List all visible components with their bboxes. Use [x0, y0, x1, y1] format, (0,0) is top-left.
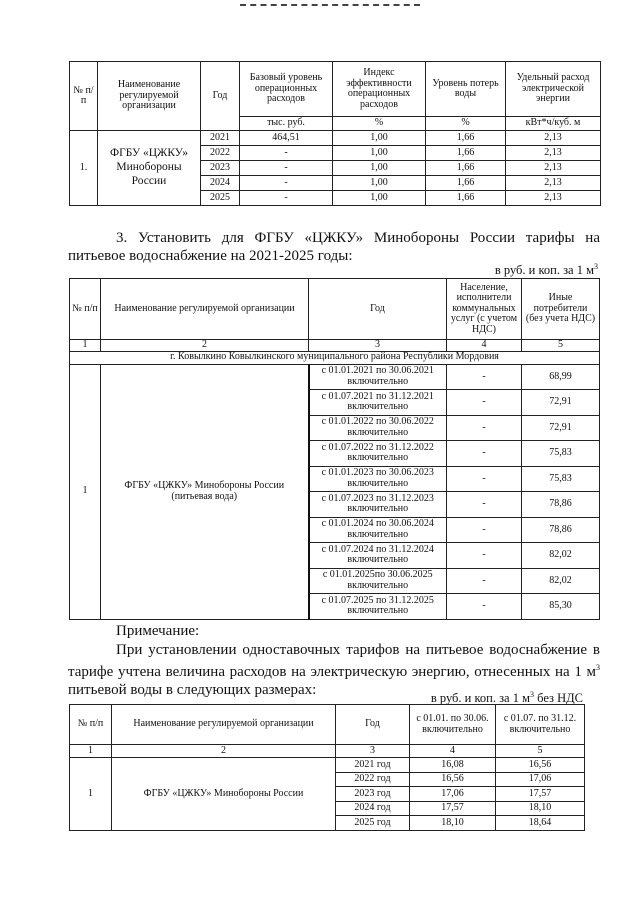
index-cell: 1,00 — [333, 191, 426, 206]
year-cell: 2025 — [201, 191, 240, 206]
top-scan-smudge — [240, 0, 420, 6]
half1-cell: 17,06 — [410, 787, 496, 802]
col-num-header: № п/п — [70, 705, 112, 745]
table-row — [70, 364, 600, 390]
efficiency-table — [69, 61, 601, 206]
org-name: ФГБУ «ЦЖКУ» Минобороны России — [98, 131, 201, 206]
half1-cell: 17,57 — [410, 801, 496, 816]
table-row — [70, 758, 585, 773]
org-name: ФГБУ «ЦЖКУ» Минобороны России — [112, 758, 336, 831]
col-index-header: Индекс эффективности операционных расходов — [333, 62, 426, 117]
region-row: г. Ковылкино Ковылкинского муниципального района Республики Мордовия — [70, 351, 600, 364]
half2-cell: 17,57 — [496, 787, 585, 802]
period-cell: с 01.07.2022 по 31.12.2022 включительно — [309, 441, 447, 467]
col-number: 1 — [70, 340, 101, 352]
energy-cell: 2,13 — [506, 161, 601, 176]
table-row — [70, 131, 601, 146]
col-base-header: Базовый уровень операционных расходов — [240, 62, 333, 117]
col-period-header: Год — [309, 279, 447, 340]
row-number: 1 — [70, 758, 112, 831]
col-num-header: № п/п — [70, 279, 101, 340]
col-half1-header: с 01.01. по 30.06. включительно — [410, 705, 496, 745]
unit-energy: кВт*ч/куб. м — [506, 117, 601, 131]
col-year-header: Год — [336, 705, 410, 745]
population-cell: - — [447, 466, 522, 492]
other-cell: 85,30 — [522, 594, 600, 620]
other-cell: 75,83 — [522, 441, 600, 467]
col-number: 3 — [336, 745, 410, 758]
unit-text: без НДС — [534, 691, 583, 706]
col-number: 5 — [522, 340, 600, 352]
col-org-header: Наименование регулируемой организации — [101, 279, 309, 340]
year-cell: 2024 — [201, 176, 240, 191]
other-cell: 78,86 — [522, 517, 600, 543]
loss-cell: 1,66 — [426, 191, 506, 206]
period-cell: с 01.07.2021 по 31.12.2021 включительно — [309, 390, 447, 416]
base-cell: - — [240, 146, 333, 161]
col-number: 2 — [101, 340, 309, 352]
energy-cell: 2,13 — [506, 191, 601, 206]
other-cell: 75,83 — [522, 466, 600, 492]
base-cell: - — [240, 191, 333, 206]
note-title: Примечание: — [116, 623, 200, 639]
unit-loss: % — [426, 117, 506, 131]
year-cell: 2022 год — [336, 772, 410, 787]
half1-cell: 18,10 — [410, 816, 496, 831]
period-cell: с 01.01.2024 по 30.06.2024 включительно — [309, 517, 447, 543]
col-org-header: Наименование регулируемой организации — [112, 705, 336, 745]
year-cell: 2021 год — [336, 758, 410, 773]
col-number: 3 — [309, 340, 447, 352]
half1-cell: 16,56 — [410, 772, 496, 787]
other-cell: 82,02 — [522, 543, 600, 569]
period-cell: с 01.07.2023 по 31.12.2023 включительно — [309, 492, 447, 518]
year-cell: 2022 — [201, 146, 240, 161]
note-sup: 3 — [596, 663, 600, 672]
population-cell: - — [447, 364, 522, 390]
population-cell: - — [447, 543, 522, 569]
index-cell: 1,00 — [333, 146, 426, 161]
loss-cell: 1,66 — [426, 161, 506, 176]
col-energy-header: Удельный расход электрической энергии — [506, 62, 601, 117]
loss-cell: 1,66 — [426, 131, 506, 146]
half1-cell: 16,08 — [410, 758, 496, 773]
unit-base: тыс. руб. — [240, 117, 333, 131]
base-cell: 464,51 — [240, 131, 333, 146]
period-cell: с 01.01.2025по 30.06.2025 включительно — [309, 568, 447, 594]
index-cell: 1,00 — [333, 176, 426, 191]
year-cell: 2023 — [201, 161, 240, 176]
period-cell: с 01.07.2024 по 31.12.2024 включительно — [309, 543, 447, 569]
energy-cell: 2,13 — [506, 131, 601, 146]
col-half2-header: с 01.07. по 31.12. включительно — [496, 705, 585, 745]
period-cell: с 01.01.2023 по 30.06.2023 включительно — [309, 466, 447, 492]
other-cell: 82,02 — [522, 568, 600, 594]
col-other-header: Иные потребители (без учета НДС) — [522, 279, 600, 340]
col-org-header: Наименование регулируемой организации — [98, 62, 201, 131]
index-cell: 1,00 — [333, 161, 426, 176]
population-cell: - — [447, 594, 522, 620]
period-cell: с 01.07.2025 по 31.12.2025 включительно — [309, 594, 447, 620]
col-number: 4 — [410, 745, 496, 758]
column-numbers-row — [70, 340, 600, 352]
population-cell: - — [447, 492, 522, 518]
col-num-header: № п/п — [70, 62, 98, 131]
index-cell: 1,00 — [333, 131, 426, 146]
period-cell: с 01.01.2022 по 30.06.2022 включительно — [309, 415, 447, 441]
year-cell: 2021 — [201, 131, 240, 146]
row-number: 1. — [70, 131, 98, 206]
other-cell: 72,91 — [522, 415, 600, 441]
row-number: 1 — [70, 364, 101, 619]
year-cell: 2025 год — [336, 816, 410, 831]
half2-cell: 16,56 — [496, 758, 585, 773]
half2-cell: 17,06 — [496, 772, 585, 787]
unit-sup: 3 — [594, 262, 598, 271]
half2-cell: 18,10 — [496, 801, 585, 816]
col-loss-header: Уровень потерь воды — [426, 62, 506, 117]
note-text-part: При установлении одноставочных тарифов на питьевое водоснабжение в тарифе учтена величина расходов на электрическую энергию, отнесенных на 1 м — [68, 642, 600, 680]
note-text-part: питьевой воды в следующих размерах: — [68, 682, 317, 698]
population-cell: - — [447, 415, 522, 441]
half2-cell: 18,64 — [496, 816, 585, 831]
unit-text: в руб. и коп. за 1 м — [494, 263, 594, 278]
energy-cell: 2,13 — [506, 146, 601, 161]
energy-cost-table — [69, 704, 585, 831]
col-number: 1 — [70, 745, 112, 758]
col-number: 5 — [496, 745, 585, 758]
population-cell: - — [447, 517, 522, 543]
col-number: 4 — [447, 340, 522, 352]
population-cell: - — [447, 390, 522, 416]
col-year-header: Год — [201, 62, 240, 131]
base-cell: - — [240, 161, 333, 176]
unit-sup: 3 — [530, 690, 535, 699]
org-name: ФГБУ «ЦЖКУ» Минобороны России (питьевая вода) — [101, 364, 309, 619]
population-cell: - — [447, 568, 522, 594]
base-cell: - — [240, 176, 333, 191]
col-population-header: Население, исполнители коммунальных услуг (с учетом НДС) — [447, 279, 522, 340]
unit-text: в руб. и коп. за 1 м — [430, 691, 531, 706]
loss-cell: 1,66 — [426, 146, 506, 161]
energy-cell: 2,13 — [506, 176, 601, 191]
tariff-table — [69, 278, 600, 620]
loss-cell: 1,66 — [426, 176, 506, 191]
other-cell: 72,91 — [522, 390, 600, 416]
population-cell: - — [447, 441, 522, 467]
year-cell: 2024 год — [336, 801, 410, 816]
unit-label-tariffs — [495, 262, 598, 278]
column-numbers-row — [70, 745, 585, 758]
unit-index: % — [333, 117, 426, 131]
year-cell: 2023 год — [336, 787, 410, 802]
period-cell: с 01.01.2021 по 30.06.2021 включительно — [309, 364, 447, 390]
section-3-text: 3. Установить для ФГБУ «ЦЖКУ» Минобороны России тарифы на питьевое водоснабжение на 2021-2025 годы: — [68, 230, 600, 264]
other-cell: 78,86 — [522, 492, 600, 518]
col-number: 2 — [112, 745, 336, 758]
other-cell: 68,99 — [522, 364, 600, 390]
